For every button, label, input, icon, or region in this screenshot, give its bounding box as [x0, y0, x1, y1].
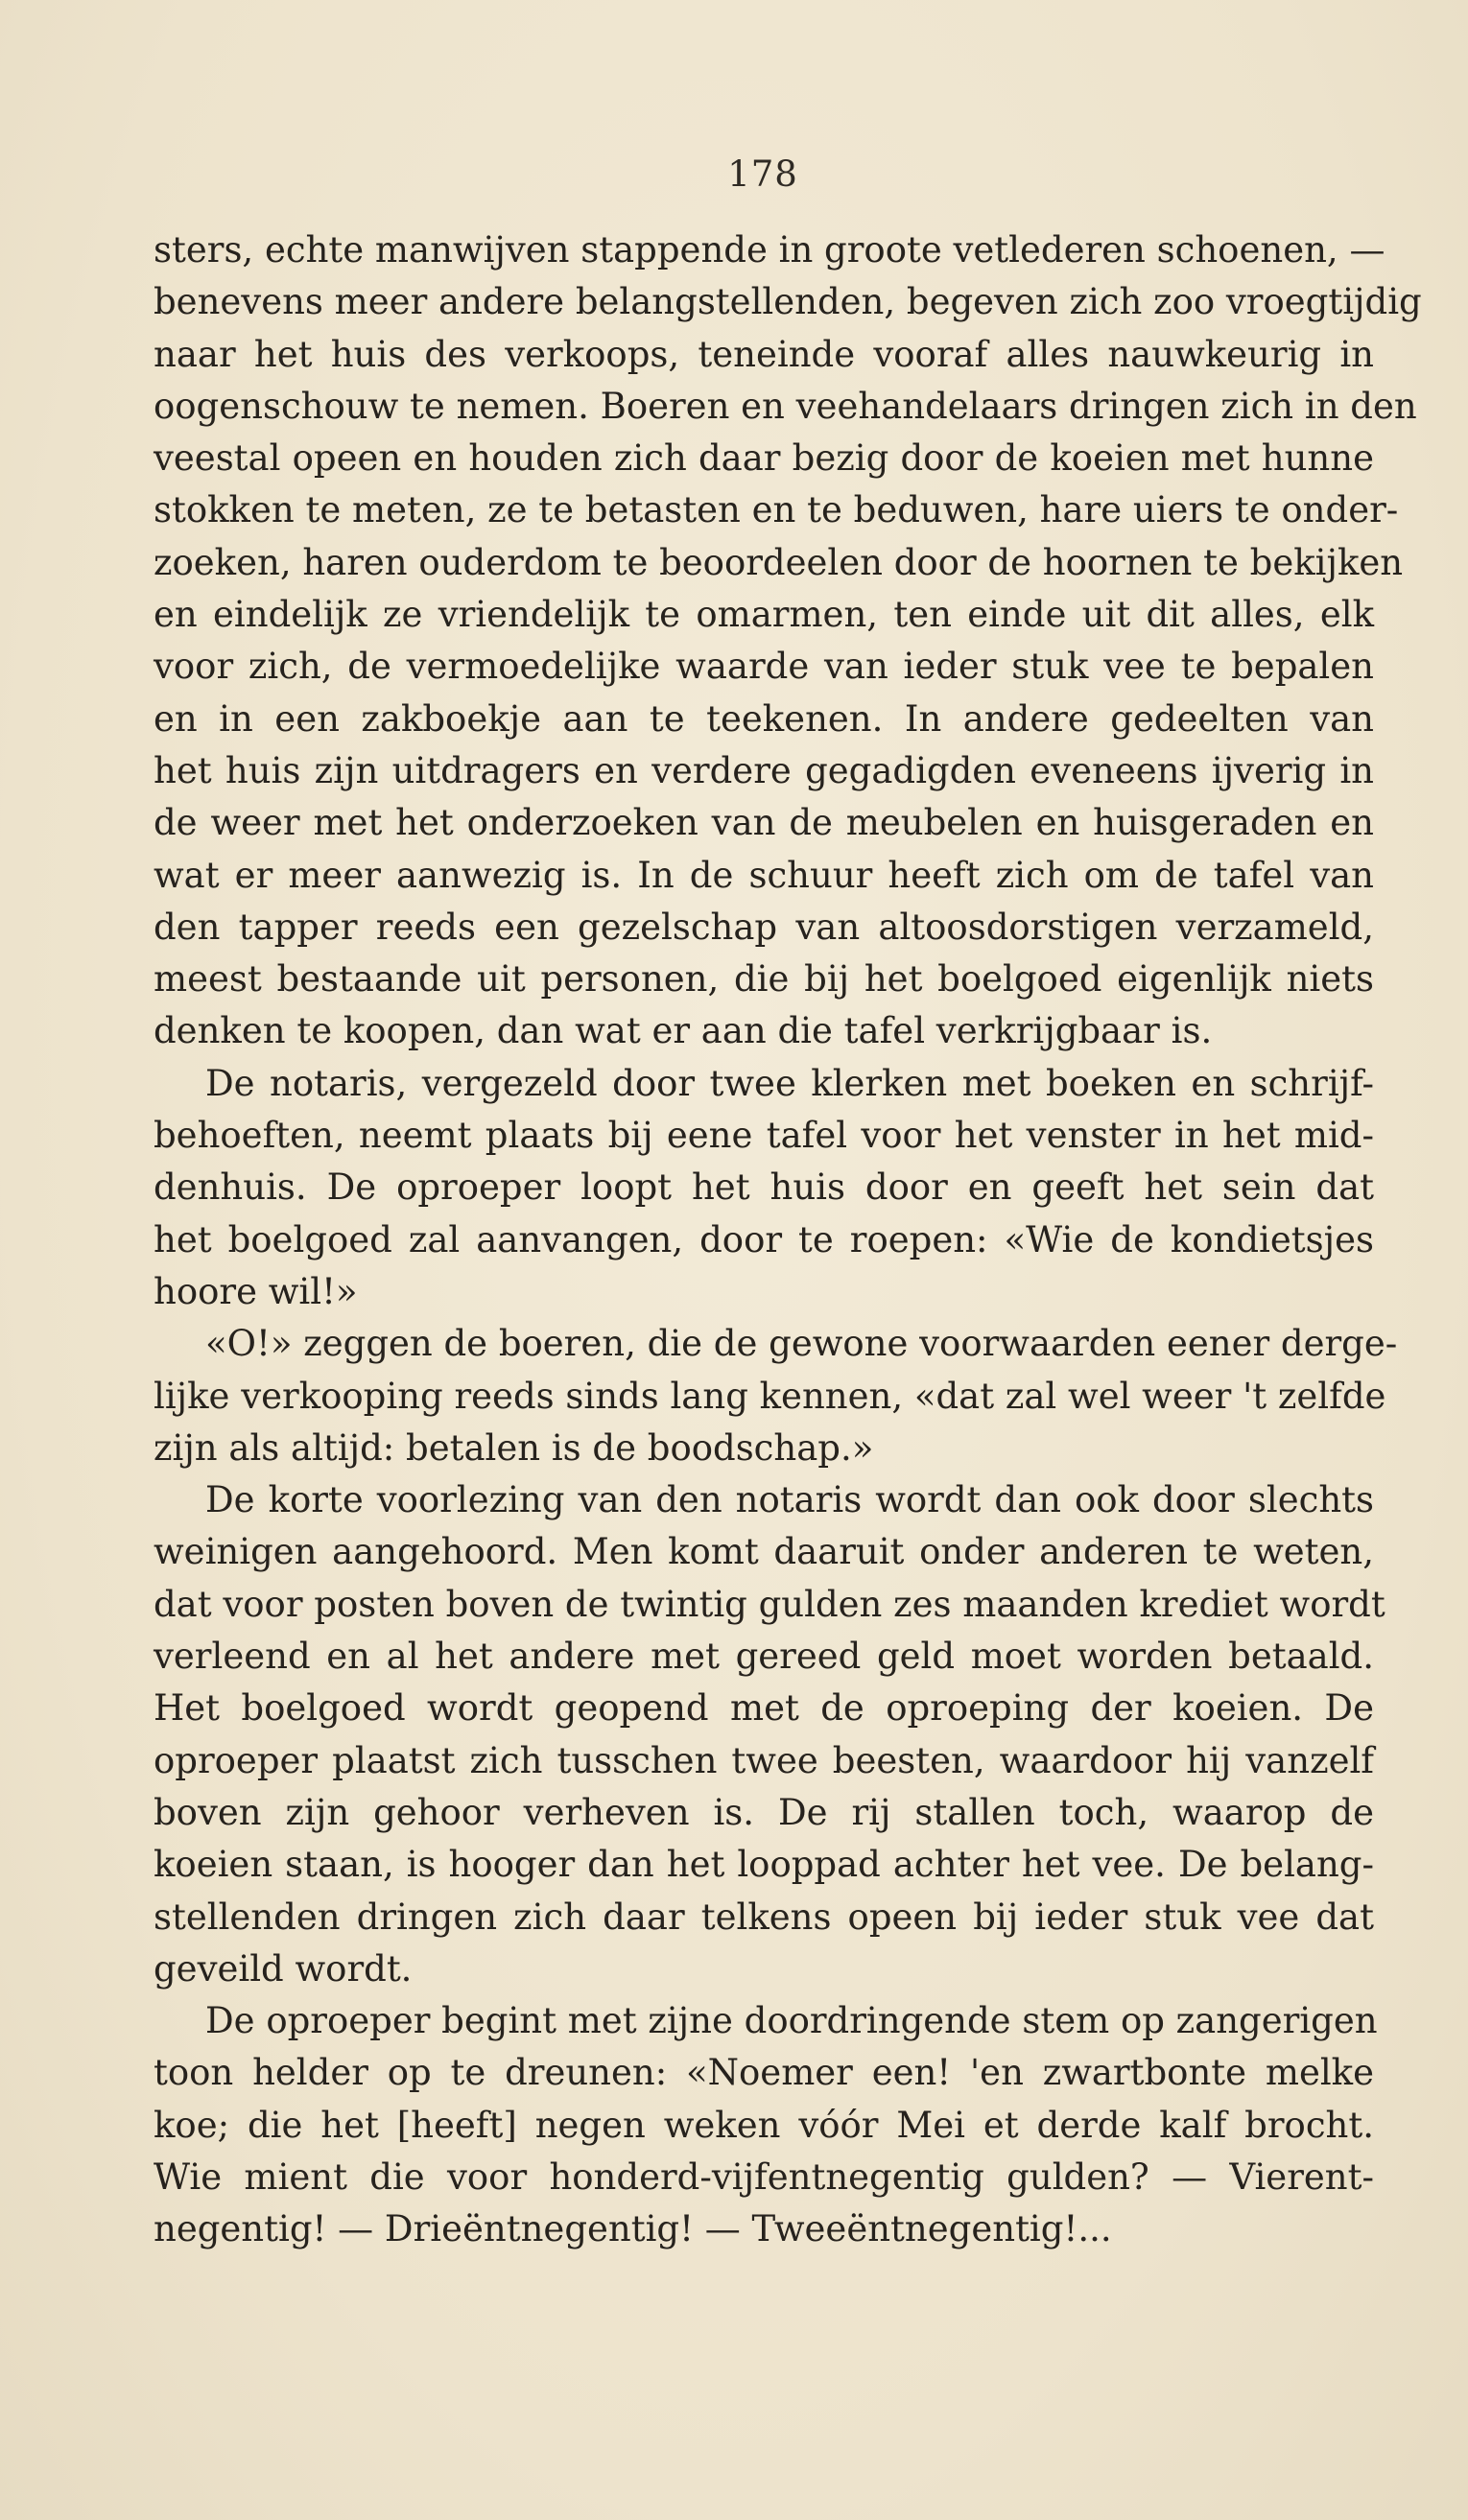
text-line: wat er meer aanwezig is. In de schuur heeft zich om de tafel van [154, 854, 1374, 896]
text-line: het boelgoed zal aanvangen, door te roepen: «Wie de kondietsjes [154, 1218, 1374, 1260]
text-line: Wie mient die voor honderd-vijfentnegentig gulden? — Vierent- [154, 2155, 1374, 2198]
text-line: en eindelijk ze vriendelijk te omarmen, ten einde uit dit alles, elk [154, 594, 1374, 636]
text-line: verleend en al het andere met gereed geld moet worden betaald. [154, 1636, 1374, 1678]
text-line: denken te koopen, dan wat er aan die tafel verkrijgbaar is. [154, 1010, 1213, 1052]
text-line: De oproeper begint met zijne doordringende stem op zangerigen [205, 2000, 1378, 2042]
text-line: naar het huis des verkoops, teneinde vooraf alles nauwkeurig in [154, 333, 1374, 375]
text-line: zijn als altijd: betalen is de boodschap.» [154, 1426, 874, 1469]
text-line: weinigen aangehoord. Men komt daaruit onder anderen te weten, [154, 1531, 1374, 1573]
text-line: en in een zakboekje aan te teekenen. In andere gedeelten van [154, 697, 1374, 740]
text-line: Het boelgoed wordt geopend met de oproeping der koeien. De [154, 1687, 1374, 1730]
text-line: veestal opeen en houden zich daar bezig door de koeien met hunne [154, 437, 1374, 480]
text-line: denhuis. De oproeper loopt het huis door en geeft het sein dat [154, 1166, 1374, 1209]
text-line: boven zijn gehoor verheven is. De rij stallen toch, waarop de [154, 1791, 1374, 1833]
page-number: 178 [727, 153, 798, 195]
text-line: stellenden dringen zich daar telkens opeen bij ieder stuk vee dat [154, 1896, 1374, 1938]
text-line: voor zich, de vermoedelijke waarde van ieder stuk vee te bepalen [154, 646, 1374, 688]
text-line: lijke verkooping reeds sinds lang kennen, «dat zal wel weer 't zelfde [154, 1375, 1386, 1417]
text-line: koeien staan, is hooger dan het looppad achter het vee. De belang- [154, 1844, 1374, 1886]
text-line: zoeken, haren ouderdom te beoordeelen door de hoornen te bekijken [154, 541, 1404, 583]
text-line: toon helder op te dreunen: «Noemer een! 'en zwartbonte melke [154, 2052, 1374, 2094]
text-line: meest bestaande uit personen, die bij het boelgoed eigenlijk niets [154, 958, 1374, 1001]
text-line: behoeften, neemt plaats bij eene tafel voor het venster in het mid- [154, 1115, 1374, 1157]
text-line: dat voor posten boven de twintig gulden zes maanden krediet wordt [154, 1583, 1385, 1625]
text-line: het huis zijn uitdragers en verdere gegadigden eveneens ijverig in [154, 749, 1374, 791]
text-line: oogenschouw te nemen. Boeren en veehandelaars dringen zich in den [154, 385, 1417, 427]
text-line: negentig! — Drieëntnegentig! — Tweeëntnegentig!... [154, 2208, 1112, 2250]
text-line: geveild wordt. [154, 1947, 413, 1990]
text-line: De korte voorlezing van den notaris wordt dan ook door slechts [205, 1479, 1374, 1521]
text-line: oproeper plaatst zich tusschen twee beesten, waardoor hij vanzelf [154, 1739, 1374, 1781]
text-line: De notaris, vergezeld door twee klerken met boeken en schrijf- [205, 1062, 1374, 1104]
text-line: de weer met het onderzoeken van de meubelen en huisgeraden en [154, 802, 1374, 844]
text-line: stokken te meten, ze te betasten en te beduwen, hare uiers te onder- [154, 489, 1399, 531]
text-line: hoore wil!» [154, 1270, 358, 1312]
text-line: sters, echte manwijven stappende in groote vetlederen schoenen, — [154, 229, 1385, 271]
text-line: koe; die het [heeft] negen weken vóór Mei et derde kalf brocht. [154, 2104, 1374, 2146]
text-line: benevens meer andere belangstellenden, begeven zich zoo vroegtijdig [154, 281, 1422, 323]
text-line: «O!» zeggen de boeren, die de gewone voorwaarden eener derge- [205, 1323, 1398, 1365]
text-line: den tapper reeds een gezelschap van altoosdorstigen verzameld, [154, 906, 1374, 948]
body-text [154, 224, 1422, 2256]
